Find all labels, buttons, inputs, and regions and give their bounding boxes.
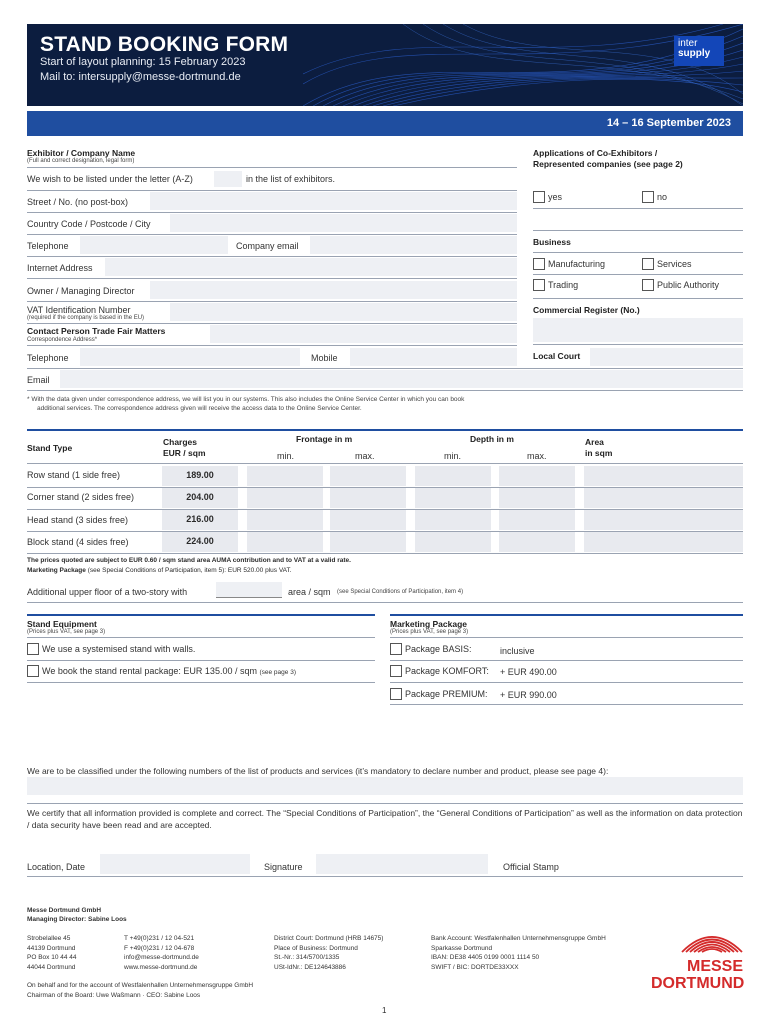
rental-package-checkbox[interactable] — [27, 665, 39, 677]
co-exhibitors-heading: Applications of Co-Exhibitors / Represented companies (see page 2) — [533, 148, 683, 169]
telephone-label: Telephone — [27, 241, 69, 251]
footer-behalf: On behalf and for the account of Westfalenhallen Unternehmensgruppe GmbH — [27, 982, 254, 989]
official-stamp-label: Official Stamp — [503, 862, 559, 872]
footer-link[interactable]: www.messe-dortmund.de — [124, 963, 198, 971]
footer-bank — [431, 934, 606, 972]
stand-equipment-heading: Stand Equipment — [27, 619, 97, 629]
row-stand-label: Row stand (1 side free) — [27, 470, 121, 480]
block-depth-max[interactable] — [499, 532, 575, 552]
footer-line: 44044 Dortmund — [27, 963, 76, 971]
marketing-package-note — [27, 567, 292, 574]
form-subtitle — [40, 55, 245, 85]
head-depth-min[interactable] — [415, 510, 491, 530]
package-premium-price: + EUR 990.00 — [500, 690, 557, 700]
telephone-input[interactable] — [80, 236, 228, 254]
internet-label: Internet Address — [27, 263, 93, 273]
layout-planning-date: Start of layout planning: 15 February 2023 — [40, 56, 246, 68]
divider — [533, 208, 743, 209]
divider — [27, 323, 517, 324]
contact-note: Correspondence Address* — [27, 337, 98, 343]
marketing-note-bold: Marketing Package — [27, 567, 86, 574]
divider — [27, 682, 375, 683]
email-label: Email — [27, 375, 50, 385]
footer-line: Place of Business: Dortmund — [274, 944, 358, 952]
divider — [390, 704, 743, 705]
footer-chairman: Chairman of the Board: Uwe Waßmann · CEO: Sabine Loos — [27, 992, 201, 999]
local-court-input[interactable] — [590, 348, 743, 366]
depth-heading: Depth in m — [470, 434, 514, 444]
footer-line: 44139 Dortmund — [27, 944, 76, 952]
divider — [27, 345, 517, 346]
messe-dortmund-logo-text — [651, 958, 743, 992]
divider — [27, 301, 517, 302]
corner-stand-label: Corner stand (2 sides free) — [27, 492, 135, 502]
package-komfort-price: + EUR 490.00 — [500, 667, 557, 677]
rental-package-label — [42, 666, 296, 676]
footer-line: Strobelallee 45 — [27, 935, 71, 942]
charges-heading: Charges — [163, 437, 198, 447]
block-frontage-max[interactable] — [330, 532, 406, 552]
divider — [27, 278, 517, 279]
upper-floor-unit: area / sqm — [288, 587, 331, 597]
head-area[interactable] — [584, 510, 743, 530]
divider — [27, 212, 517, 213]
footer-line: Sparkasse Dortmund — [431, 944, 493, 952]
head-frontage-min[interactable] — [247, 510, 323, 530]
co-exhibitors-no-checkbox[interactable] — [642, 191, 654, 203]
charges-unit: EUR / sqm — [163, 448, 206, 458]
divider — [27, 256, 517, 257]
corner-area[interactable] — [584, 488, 743, 508]
owner-input[interactable] — [150, 281, 517, 299]
upper-floor-label: Additional upper floor of a two-story with — [27, 587, 188, 597]
footer-line: USt-IdNr.: DE124643886 — [274, 963, 346, 971]
location-date-input[interactable] — [100, 854, 250, 874]
no-label: no — [657, 192, 668, 202]
contact-input[interactable] — [210, 325, 517, 343]
divider — [27, 660, 375, 661]
systemised-stand-label: We use a systemised stand with walls. — [42, 644, 196, 654]
telephone2-label: Telephone — [27, 353, 69, 363]
footer-address — [27, 934, 77, 972]
signature-label: Signature — [264, 862, 303, 872]
block-stand-label: Block stand (4 sides free) — [27, 537, 129, 547]
corner-depth-min[interactable] — [415, 488, 491, 508]
messe-dortmund-logo-mark — [680, 924, 744, 954]
commercial-register-label: Commercial Register (No.) — [533, 305, 640, 315]
email-input[interactable] — [60, 370, 743, 388]
row-frontage-min[interactable] — [247, 466, 323, 486]
commercial-register-input[interactable] — [533, 318, 743, 342]
exhibitor-heading-note: (Full and correct designation, legal form) — [27, 158, 135, 164]
divider — [27, 368, 743, 369]
country-label: Country Code / Postcode / City — [27, 219, 151, 229]
marketing-note-rest: (see Special Conditions of Participation, item 5): EUR 520.00 plus VAT. — [87, 567, 292, 574]
area-heading: Area — [585, 437, 604, 447]
footnote-line2: additional services. The correspondence address given will receive the access data to the Online Service Center. — [37, 405, 362, 412]
package-basis-price: inclusive — [500, 646, 535, 656]
frontage-min: min. — [277, 451, 295, 461]
public-authority-checkbox[interactable] — [642, 279, 654, 291]
listed-letter-suffix: in the list of exhibitors. — [246, 174, 336, 184]
footer-registry — [274, 934, 383, 972]
footer-line: IBAN: DE38 4405 0199 0001 1114 50 — [431, 954, 540, 961]
manufacturing-label: Manufacturing — [548, 259, 606, 269]
logo-line2: supply — [678, 48, 711, 59]
rental-package-text: We book the stand rental package: EUR 135.00 / sqm — [42, 666, 257, 676]
contact-heading: Contact Person Trade Fair Matters — [27, 326, 166, 336]
vat-label: VAT Identification Number — [27, 305, 131, 315]
vat-note: (required if the company is based in the EU) — [27, 315, 145, 321]
depth-max: max. — [527, 451, 547, 461]
divider — [27, 876, 743, 877]
footer-line: F +49(0)231 / 12 04-678 — [124, 944, 195, 952]
footer-line: Bank Account: Westfalenhallen Unternehmensgruppe GmbH — [431, 935, 606, 942]
location-date-label: Location, Date — [27, 862, 86, 872]
footer-line: T +49(0)231 / 12 04-521 — [124, 935, 195, 942]
row-area[interactable] — [584, 466, 743, 486]
footer-line: St.-Nr.: 314/5700/1335 — [274, 954, 340, 961]
form-title: STAND BOOKING FORM — [40, 33, 289, 56]
block-stand-price: 224.00 — [162, 532, 238, 552]
head-frontage-max[interactable] — [330, 510, 406, 530]
rental-package-note: (see page 3) — [259, 669, 296, 676]
area-unit: in sqm — [585, 448, 613, 458]
certify-text: We certify that all information provided is complete and correct. The “Special Conditions of Participation”, the “General Conditions of Participation” as well as the information on data protection / data security have been read and are accepted. — [27, 808, 743, 830]
event-date-bar: 14 – 16 September 2023 — [27, 111, 743, 136]
mobile-input[interactable] — [350, 348, 517, 366]
systemised-stand-checkbox[interactable] — [27, 643, 39, 655]
marketing-package-heading: Marketing Package — [390, 619, 468, 629]
divider — [27, 234, 517, 235]
corner-stand-price: 204.00 — [162, 488, 238, 508]
co-exhibitors-yes-checkbox[interactable] — [533, 191, 545, 203]
signature-input[interactable] — [316, 854, 488, 874]
public-authority-label: Public Authority — [657, 280, 720, 290]
trading-label: Trading — [548, 280, 579, 290]
divider — [27, 637, 375, 638]
block-frontage-min[interactable] — [247, 532, 323, 552]
vat-input[interactable] — [170, 303, 517, 321]
package-basis-label: Package BASIS: — [405, 644, 472, 654]
company-email-input[interactable] — [310, 236, 517, 254]
divider — [390, 682, 743, 683]
corner-frontage-min[interactable] — [247, 488, 323, 508]
row-frontage-max[interactable] — [330, 466, 406, 486]
divider — [533, 298, 743, 299]
package-basis-checkbox[interactable] — [390, 643, 402, 655]
business-heading: Business — [533, 237, 571, 247]
listed-letter-label: We wish to be listed under the letter (A-Z) — [27, 174, 193, 184]
street-input[interactable] — [150, 192, 517, 210]
services-checkbox[interactable] — [642, 258, 654, 270]
classification-input[interactable] — [27, 777, 743, 795]
intersupply-logo — [674, 36, 724, 66]
row-stand-price: 189.00 — [162, 466, 238, 486]
divider — [27, 190, 517, 191]
trading-checkbox[interactable] — [533, 279, 545, 291]
divider — [27, 553, 743, 554]
exhibitor-heading: Exhibitor / Company Name — [27, 148, 136, 158]
logo-dortmund: DORTMUND — [651, 975, 745, 992]
divider — [533, 274, 743, 275]
footer-director: Managing Director: Sabine Loos — [27, 916, 127, 923]
upper-floor-input[interactable] — [216, 582, 282, 598]
divider — [27, 803, 743, 804]
footer-line: SWIFT / BIC: DORTDE33XXX — [431, 963, 519, 971]
classification-text: We are to be classified under the following numbers of the list of products and services (it’s mandatory to declare number and product, please see page 4): — [27, 766, 609, 776]
internet-input[interactable] — [105, 258, 517, 276]
package-premium-label: Package PREMIUM: — [405, 689, 488, 699]
local-court-label: Local Court — [533, 351, 581, 361]
mobile-label: Mobile — [311, 353, 338, 363]
divider — [390, 637, 743, 638]
upper-floor-note: (see Special Conditions of Participation, item 4) — [337, 589, 464, 595]
footer-line: PO Box 10 44 44 — [27, 954, 77, 961]
footnote-line1: * With the data given under correspondence address, we will list you in our systems. This also includes the Online Service Center in which you can book — [27, 396, 465, 403]
company-email-label: Company email — [236, 241, 299, 251]
logo-messe: MESSE — [686, 958, 743, 975]
divider — [533, 344, 743, 345]
divider — [27, 390, 743, 391]
block-depth-min[interactable] — [415, 532, 491, 552]
logo-line1: inter — [678, 38, 698, 49]
footer-link[interactable]: info@messe-dortmund.de — [124, 954, 199, 961]
prices-note: The prices quoted are subject to EUR 0.60 / sqm stand area AUMA contribution and to VAT at a valid rate. — [27, 557, 351, 564]
street-label: Street / No. (no post-box) — [27, 197, 129, 207]
footer-company: Messe Dortmund GmbH — [27, 907, 102, 914]
block-area[interactable] — [584, 532, 743, 552]
country-input[interactable] — [170, 214, 517, 232]
divider — [27, 602, 743, 603]
telephone2-input[interactable] — [80, 348, 300, 366]
divider — [533, 230, 743, 231]
owner-label: Owner / Managing Director — [27, 286, 135, 296]
row-depth-max[interactable] — [499, 466, 575, 486]
divider — [27, 463, 743, 464]
mail-to: Mail to: intersupply@messe-dortmund.de — [40, 71, 241, 83]
package-komfort-checkbox[interactable] — [390, 665, 402, 677]
stand-equipment-note: (Prices plus VAT, see page 3) — [27, 629, 106, 635]
head-stand-price: 216.00 — [162, 510, 238, 530]
head-stand-label: Head stand (3 sides free) — [27, 515, 129, 525]
frontage-heading: Frontage in m — [296, 434, 353, 444]
corner-depth-max[interactable] — [499, 488, 575, 508]
head-depth-max[interactable] — [499, 510, 575, 530]
depth-min: min. — [444, 451, 462, 461]
footer-contact — [124, 934, 199, 972]
services-label: Services — [657, 259, 692, 269]
yes-label: yes — [548, 192, 563, 202]
divider — [27, 167, 517, 168]
divider — [533, 252, 743, 253]
listed-letter-input[interactable] — [214, 171, 242, 187]
stand-type-heading: Stand Type — [27, 443, 73, 453]
package-premium-checkbox[interactable] — [390, 688, 402, 700]
footer-line: District Court: Dortmund (HRB 14675) — [274, 935, 384, 942]
page-number: 1 — [382, 1006, 387, 1015]
divider — [390, 660, 743, 661]
row-depth-min[interactable] — [415, 466, 491, 486]
package-komfort-label: Package KOMFORT: — [405, 666, 489, 676]
corner-frontage-max[interactable] — [330, 488, 406, 508]
frontage-max: max. — [355, 451, 375, 461]
divider-blue — [390, 614, 743, 616]
divider-blue — [27, 614, 375, 616]
divider-blue — [27, 429, 743, 431]
marketing-package-note-small: (Prices plus VAT, see page 3) — [390, 629, 469, 635]
manufacturing-checkbox[interactable] — [533, 258, 545, 270]
